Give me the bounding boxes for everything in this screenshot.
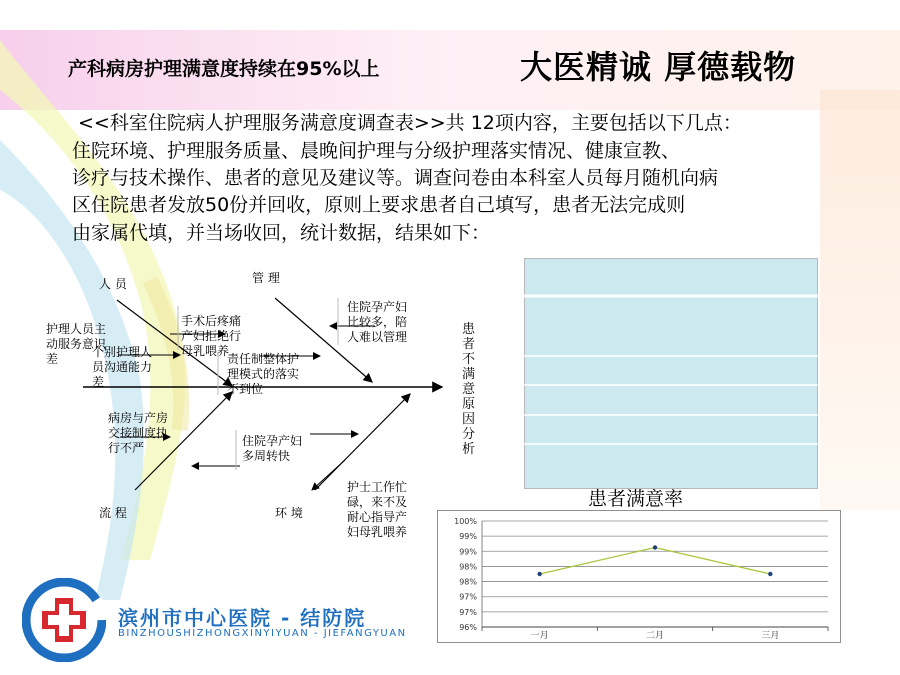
category-environment: 环 境 <box>275 506 303 520</box>
y-tick-label: 97% <box>459 607 477 617</box>
hospital-motto: 大医精诚 厚德载物 <box>520 48 797 86</box>
cause-responsibility-model: 责任制整体护理模式的落实不到位 <box>227 352 300 396</box>
data-point <box>537 572 541 576</box>
y-tick-label: 99% <box>459 547 477 557</box>
cause-nurses-busy: 护士工作忙碌，来不及耐心指导产妇母乳喂养 <box>347 480 408 539</box>
data-table <box>524 258 819 490</box>
data-point <box>653 545 657 549</box>
intro-line-1: <<科室住院病人护理服务满意度调查表>>共 12项内容，主要包括以下几点： <box>78 112 742 134</box>
bone-environment <box>315 394 410 490</box>
x-tick-label: 二月 <box>645 631 665 641</box>
category-process: 流 程 <box>99 506 127 520</box>
fishbone-head: 患者不满意原因分析 <box>462 322 476 457</box>
category-people: 人 员 <box>99 277 127 291</box>
y-tick-label: 98% <box>459 562 477 572</box>
cause-service-awareness: 护理人员主动服务意识差 <box>46 322 107 366</box>
cause-fast-turnover: 住院孕产妇多周转快 <box>242 434 303 463</box>
data-point <box>768 572 772 576</box>
cause-handover: 病房与产房交接制度执行不严 <box>108 411 169 455</box>
hospital-name-en: BINZHOUSHIZHONGXINYIYUAN - JIEFANGYUAN <box>118 628 407 639</box>
chart-title: 患者满意率 <box>588 488 684 510</box>
hospital-logo-icon <box>22 578 106 662</box>
hospital-name-cn: 滨州市中心医院 - 结防院 <box>118 606 367 630</box>
category-management: 管 理 <box>252 271 280 285</box>
x-tick-label: 三月 <box>761 631 780 641</box>
cause-postoperative-pain: 手术后疼痛产妇拒绝行母乳喂养 <box>181 314 242 358</box>
y-tick-label: 98% <box>459 577 477 587</box>
intro-line-5: 由家属代填，并当场收回，统计数据，结果如下： <box>72 222 491 244</box>
chart-canvas <box>438 511 840 642</box>
cause-communication: 个别护理人员沟通能力差 <box>92 345 153 389</box>
intro-line-4: 区住院患者发放50份并回收，原则上要求患者自己填写，患者无法完成则 <box>72 194 686 216</box>
y-tick-label: 97% <box>459 592 477 602</box>
satisfaction-line-chart <box>437 510 841 643</box>
intro-line-2: 住院环境、护理服务质量、晨晚间护理与分级护理落实情况、健康宣教、 <box>72 140 681 162</box>
y-tick-label: 100% <box>454 517 477 526</box>
y-tick-label: 96% <box>459 623 477 632</box>
x-tick-label: 一月 <box>530 631 549 641</box>
page-title: 产科病房护理满意度持续在95%以上 <box>68 58 380 80</box>
cause-too-many-patients: 住院孕产妇比较多，陪人难以管理 <box>347 300 408 344</box>
intro-line-3: 诊疗与技术操作、患者的意见及建议等。调查问卷由本科室人员每月随机向病 <box>72 167 719 189</box>
y-tick-label: 99% <box>459 532 477 542</box>
